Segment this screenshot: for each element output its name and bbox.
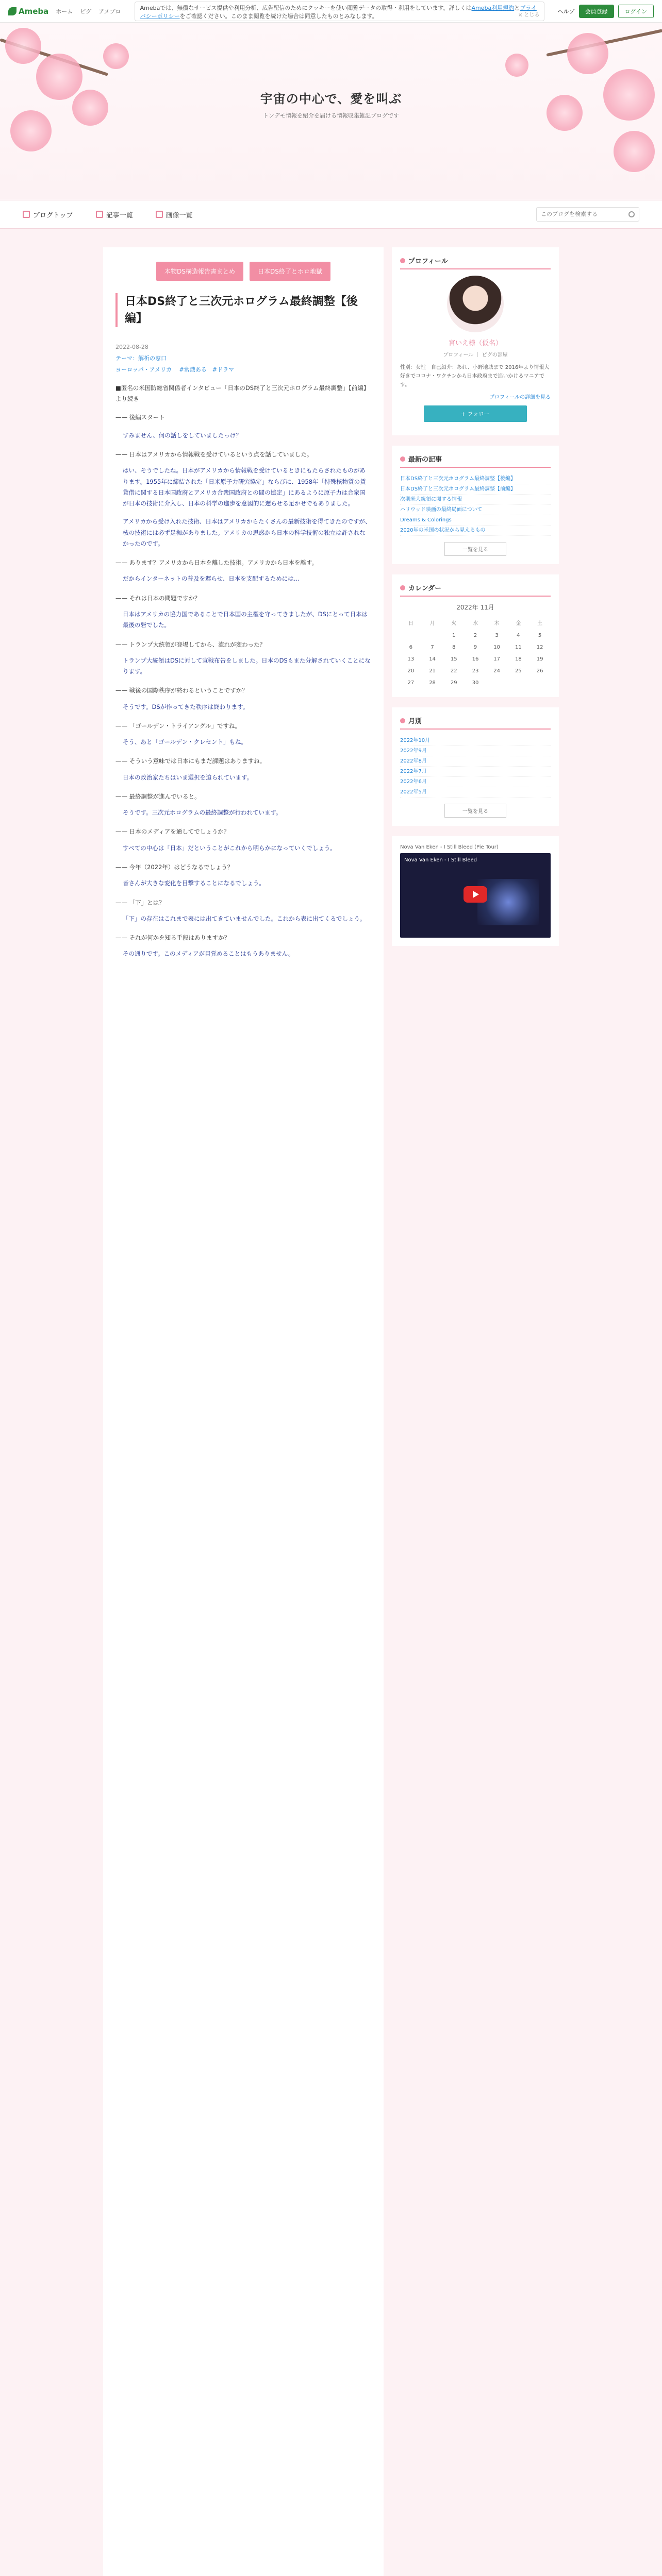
- calendar-day[interactable]: 27: [407, 680, 415, 686]
- profile-sub-links[interactable]: プロフィール ｜ ピグの部屋: [443, 352, 508, 358]
- calendar-day[interactable]: 14: [429, 656, 436, 662]
- calendar-day[interactable]: 8: [452, 645, 456, 650]
- image-icon: [156, 211, 163, 218]
- calendar-weekday: 土: [537, 621, 543, 626]
- answer-paragraph: その通りです。このメディアが目覚めることはもうありません。: [123, 950, 294, 958]
- archive-item[interactable]: 2022年9月: [400, 746, 551, 756]
- calendar-day[interactable]: 7: [431, 645, 434, 650]
- play-icon[interactable]: [464, 886, 487, 903]
- terms-link[interactable]: Ameba利用規約: [471, 4, 515, 11]
- answer-paragraph: アメリカから受け入れた技術、日本はアメリカからたくさんの最新技術を得てきたのですが、核の技術には必ず足枷がありました。アメリカの思惑から日本の科学技術の独立は許されなかったのです。: [123, 518, 371, 547]
- entry-tags[interactable]: ヨーロッパ・アメリカ #常識ある #ドラマ: [115, 366, 234, 373]
- calendar-day[interactable]: 20: [407, 668, 415, 674]
- calendar-day[interactable]: 30: [472, 680, 479, 686]
- blog-search: [536, 207, 639, 222]
- body-paragraph: ■匿名の米国防総省関係者インタビュー「日本のDS終了と三次元ホログラム最終調整」【前編】より続き: [115, 384, 370, 403]
- recent-more-button[interactable]: 一覧を見る: [444, 542, 506, 556]
- answer-paragraph: だからインターネットの普及を遅らせ、日本を支配するためには…: [123, 575, 300, 583]
- answer-paragraph: そうです。三次元ホログラムの最終調整が行われています。: [123, 809, 282, 817]
- top-nav: [56, 7, 121, 15]
- entry-date: 2022-08-28: [115, 344, 148, 350]
- answer-paragraph: 皆さんが大きな変化を目撃することになるでしょう。: [123, 879, 265, 887]
- calendar-day[interactable]: 23: [472, 668, 479, 674]
- question-paragraph: —— トランプ大統領が登場してから、流れが変わった？: [115, 640, 266, 648]
- calendar-day[interactable]: 17: [493, 656, 501, 662]
- question-paragraph: —— それが何かを知る手段はありますか？: [115, 934, 230, 942]
- recent-item[interactable]: 2020年の米国の状況から見えるもの: [400, 526, 551, 536]
- calendar-box: カレンダー 2022年 11月 日 月 火 水 木 金 土 1 2 3 4 5 6 7 8 9 10 11 12 13 14 15 16 17 18 19 20 21 22 23 24 25 26 27 28 29 30: [392, 574, 559, 697]
- archive-box: 月別 2022年10月 2022年9月 2022年8月 2022年7月 2022年6月 2022年5月 一覧を見る: [392, 707, 559, 826]
- answer-paragraph: 日本の政治家たちはいま選択を迫られています。: [123, 773, 253, 781]
- bullet-icon: [400, 718, 405, 723]
- nav-entry-list[interactable]: 記事一覧: [96, 210, 133, 219]
- bullet-icon: [400, 585, 405, 590]
- calendar-weekday: 水: [472, 621, 478, 626]
- recent-item[interactable]: ハリウッド映画の最終局面について: [400, 505, 551, 515]
- calendar-day[interactable]: 18: [515, 656, 522, 662]
- calendar-day: [508, 677, 529, 689]
- question-paragraph: —— あります？アメリカから日本を離した技術。アメリカから日本を離す。: [115, 559, 318, 567]
- blossom-decoration: [614, 131, 655, 172]
- profile-box: プロフィール 宮いえ様（仮名） プロフィール ｜ ピグの部屋 性別：女性 自己紹介：あれ、小野地域まで 2016年より情報大好きでコロナ・ワクチンから日本政府まで追いかけるマニアです。 プロフィールの詳細を見る + フォロー: [392, 247, 559, 435]
- video-title: Nova Van Eken - I Still Bleed: [404, 857, 477, 863]
- nav-image-list[interactable]: 画像一覧: [156, 210, 193, 219]
- series-button-2[interactable]: 日本DS終了とホロ地獄: [250, 262, 330, 281]
- ameba-logo[interactable]: Ameba: [8, 7, 48, 16]
- calendar-table: [400, 616, 551, 689]
- login-button[interactable]: ログイン: [618, 5, 654, 18]
- nav-blog-top[interactable]: ブログトップ: [23, 210, 73, 219]
- blog-title[interactable]: 宇宙の中心で、愛を叫ぶ: [260, 91, 402, 106]
- answer-paragraph: 「下」の存在はこれまで表には出てきていませんでした。これから表に出てくるでしょう。: [123, 914, 366, 922]
- profile-detail-link[interactable]: プロフィールの詳細を見る: [489, 395, 551, 400]
- entry-theme[interactable]: テーマ：解析の窓口: [115, 355, 167, 362]
- calendar-day[interactable]: 1: [452, 633, 456, 638]
- blossom-decoration: [567, 33, 608, 74]
- ameba-topbar: [0, 0, 662, 23]
- signup-button[interactable]: 会員登録: [579, 5, 614, 18]
- answer-paragraph: そう、あと「ゴールデン・クレセント」もね。: [123, 738, 247, 746]
- avatar[interactable]: [447, 276, 504, 332]
- cookie-notice: Amebaでは、無償なサービス提供や利用分析、広告配信のためにクッキーを使い閲覧データの取得・利用をしています。詳しくはAmeba利用規約とプライバシーポリシーをご確認ください。このまま閲覧を続けた場合は同意したものとみなします。 × とじる: [135, 2, 544, 21]
- calendar-day[interactable]: 24: [493, 668, 501, 674]
- blossom-decoration: [103, 43, 129, 69]
- calendar-weekday: 火: [451, 621, 457, 626]
- video-box: [392, 836, 559, 946]
- privacy-link[interactable]: プライバシーポリシー: [140, 4, 537, 20]
- question-paragraph: —— 戦後の国際秩序が終わるということですか？: [115, 687, 248, 694]
- series-button-1[interactable]: 本物DS構造報告書まとめ: [156, 262, 243, 281]
- ameba-leaf-icon: [8, 7, 16, 15]
- bullet-icon: [400, 456, 405, 462]
- calendar-day[interactable]: 3: [495, 633, 499, 638]
- answer-paragraph: そうです。DSが作ってきた秩序は終わります。: [123, 703, 249, 710]
- archive-item[interactable]: 2022年8月: [400, 756, 551, 767]
- question-paragraph: —— 今年（2022年）はどうなるでしょう？: [115, 863, 234, 871]
- recent-entries-box: 最新の記事 日本DS終了と三次元ホログラム最終調整【後編】 日本DS終了と三次元ホログラム最終調整【前編】 次期米大統領に関する情報 ハリウッド映画の最終局面について Dreams & Colorings 2020年の米国の状況から見えるもの 一覧を見る: [392, 446, 559, 564]
- question-paragraph: —— 日本のメディアを通してでしょうか？: [115, 828, 230, 836]
- list-icon: [96, 211, 103, 218]
- recent-item[interactable]: Dreams & Colorings: [400, 515, 551, 526]
- calendar-day[interactable]: 29: [450, 680, 457, 686]
- calendar-day[interactable]: 21: [429, 668, 436, 674]
- calendar-day[interactable]: 10: [493, 645, 501, 650]
- recent-item[interactable]: 日本DS終了と三次元ホログラム最終調整【後編】: [400, 474, 551, 484]
- recent-list: [400, 474, 551, 536]
- calendar-month: 2022年 11月: [456, 604, 494, 611]
- recent-item[interactable]: 次期米大統領に関する情報: [400, 495, 551, 505]
- video-thumbnail: [477, 879, 539, 925]
- archive-item[interactable]: 2022年10月: [400, 736, 551, 746]
- notice-close-button[interactable]: × とじる: [518, 12, 540, 18]
- calendar-day[interactable]: 25: [515, 668, 522, 674]
- archive-item[interactable]: 2022年6月: [400, 777, 551, 787]
- top-nav-pigg[interactable]: ピグ: [80, 8, 92, 15]
- calendar-day[interactable]: 13: [407, 656, 415, 662]
- video-caption: Nova Van Eken - I Still Bleed (Pie Tour): [400, 844, 499, 850]
- blog-header: [0, 23, 662, 200]
- calendar-day: [422, 630, 443, 641]
- blossom-decoration: [5, 28, 41, 64]
- archive-more-button[interactable]: 一覧を見る: [444, 804, 506, 818]
- calendar-day[interactable]: 5: [538, 633, 542, 638]
- calendar-day[interactable]: 9: [473, 645, 477, 650]
- question-paragraph: —— 日本はアメリカから情報戦を受けているという点を話していました。: [115, 451, 313, 459]
- follow-button[interactable]: + フォロー: [424, 405, 527, 422]
- archive-item[interactable]: 2022年5月: [400, 787, 551, 798]
- question-paragraph: —— そういう意味では日本にもまだ課題はありますね。: [115, 757, 266, 765]
- sidebar: [392, 247, 559, 956]
- article: [103, 247, 384, 2576]
- answer-paragraph: すべての中心は「日本」だということがこれから明らかになっていくでしょう。: [123, 844, 336, 852]
- calendar-day[interactable]: 22: [450, 668, 457, 674]
- archive-list: [400, 736, 551, 798]
- question-paragraph: —— 「下」とは？: [115, 899, 165, 906]
- calendar-day: [400, 630, 422, 641]
- calendar-day[interactable]: 11: [515, 645, 522, 650]
- question-paragraph: —— 「ゴールデン・トライアングル」ですね。: [115, 722, 241, 730]
- bullet-icon: [400, 258, 405, 263]
- question-paragraph: —— それは日本の問題ですか？: [115, 594, 201, 602]
- calendar-day[interactable]: 19: [536, 656, 543, 662]
- question-paragraph: —— 最終調整が進んでいると。: [115, 792, 201, 800]
- profile-text: 性別：女性 自己紹介：あれ、小野地域まで 2016年より情報大好きでコロナ・ワクチンから日本政府まで追いかけるマニアです。: [400, 365, 550, 388]
- calendar-day[interactable]: 4: [517, 633, 520, 638]
- profile-name[interactable]: 宮いえ様（仮名）: [448, 340, 502, 347]
- calendar-weekday: 月: [429, 621, 435, 626]
- answer-paragraph: はい、そうでしたね。日本がアメリカから情報戦を受けているときにもたらされたものがあります。1955年に締結された「日米原子力研究協定」ならびに、1958年「特殊核物質の賃貸借に関する日本国政府とアメリカ合衆国政府との間の協定」にあるように原子力は合衆国が日本の技術に介入し、日本の科学の進歩を意図的に遅らせる足かせでもありました。: [123, 467, 366, 507]
- blossom-decoration: [505, 54, 528, 77]
- calendar-day: [486, 677, 508, 689]
- calendar-day[interactable]: 12: [536, 645, 543, 650]
- entry-body: [115, 383, 371, 960]
- search-input[interactable]: [541, 211, 618, 217]
- calendar-day[interactable]: 2: [473, 633, 477, 638]
- home-icon: [23, 211, 30, 218]
- calendar-weekday: 日: [408, 621, 413, 626]
- calendar-weekday: 金: [516, 621, 521, 626]
- answer-paragraph: すみません、何の話しをしていましたっけ？: [123, 431, 242, 439]
- calendar-day[interactable]: 16: [472, 656, 479, 662]
- answer-paragraph: 日本はアメリカの協力国であることで日本国の主権を守ってきましたが、DSにとって日本は最後の砦でした。: [123, 610, 368, 629]
- archive-item[interactable]: 2022年7月: [400, 767, 551, 777]
- blog-navbar: [0, 200, 662, 229]
- entry-meta: [115, 342, 371, 376]
- calendar-day: [529, 677, 551, 689]
- answer-paragraph: トランプ大統領はDSに対して宣戦布告をしました。日本のDSもまた分解されていくことになります。: [123, 656, 371, 675]
- calendar-day[interactable]: 28: [429, 680, 436, 686]
- body-paragraph: —— 後編スタート: [115, 413, 165, 421]
- help-link[interactable]: ヘルプ: [557, 8, 575, 15]
- top-nav-home[interactable]: ホーム: [56, 8, 73, 15]
- calendar-day[interactable]: 15: [450, 656, 457, 662]
- calendar-day[interactable]: 26: [536, 668, 543, 674]
- youtube-embed[interactable]: [400, 853, 551, 938]
- calendar-weekday: 木: [494, 621, 500, 626]
- search-icon[interactable]: [628, 211, 635, 217]
- calendar-day[interactable]: 6: [409, 645, 413, 650]
- entry-title[interactable]: 日本DS終了と三次元ホログラム最終調整【後編】: [115, 293, 371, 327]
- recent-item[interactable]: 日本DS終了と三次元ホログラム最終調整【前編】: [400, 484, 551, 495]
- top-nav-ameblo[interactable]: アメブロ: [98, 8, 121, 15]
- blog-description: トンデモ情報を紹介を届ける情報収集雑記ブログです: [263, 112, 399, 119]
